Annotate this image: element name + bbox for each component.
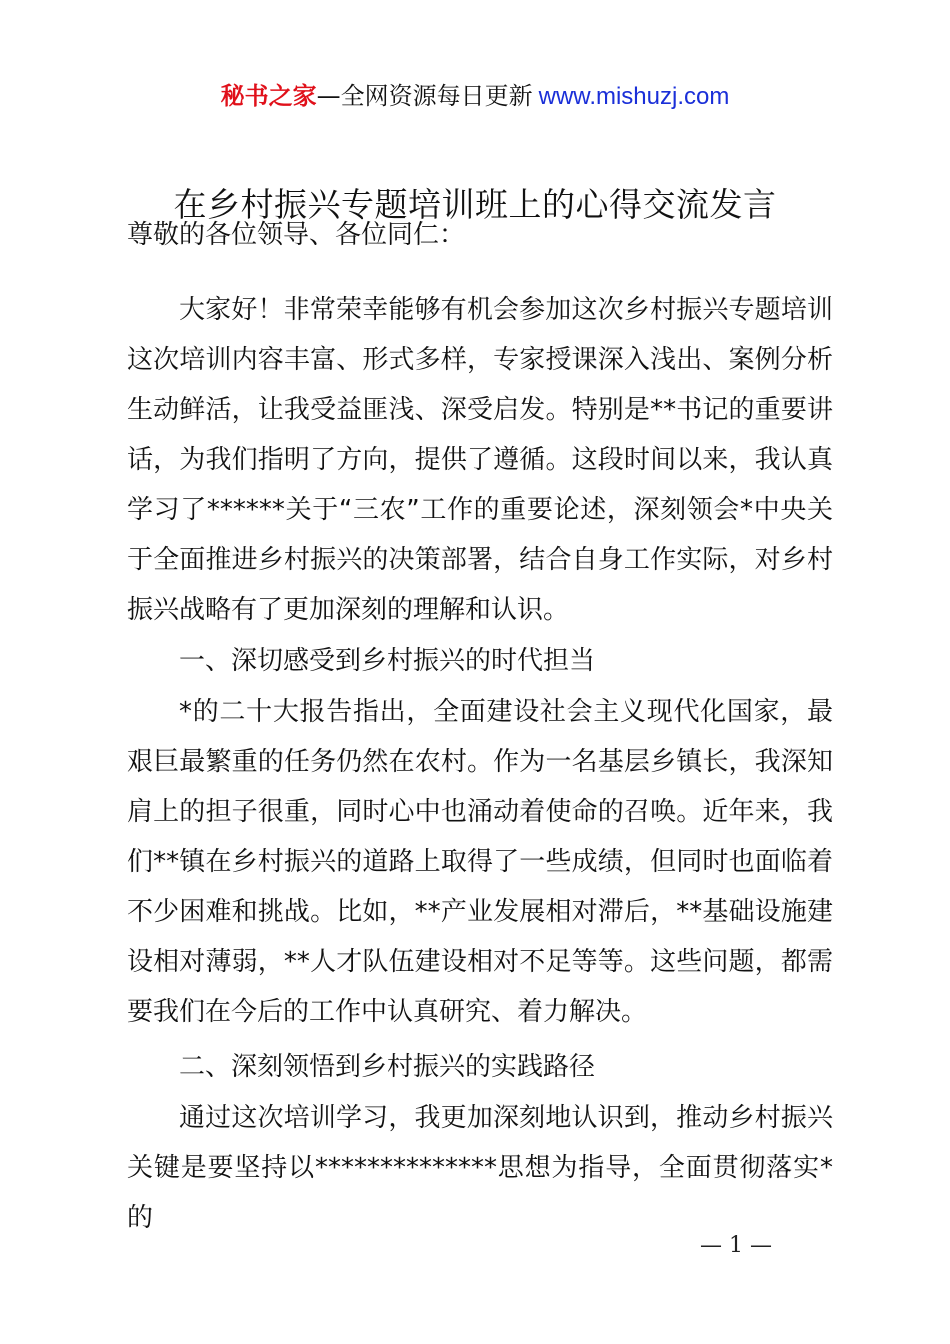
section-heading-1: 一、深切感受到乡村振兴的时代担当 [179,646,596,676]
site-name: 秘书之家 [220,82,317,110]
document-body [127,285,833,1243]
site-slogan: —全网资源每日更新 [316,82,533,110]
section-1-paragraph: *的二十大报告指出，全面建设社会主义现代化国家，最艰巨最繁重的任务仍然在农村。作为一名基层乡镇长，我深知肩上的担子很重，同时心中也涌动着使命的召唤。近年来，我们**镇在乡村振兴的道路上取得了一些成绩，但同时也面临着不少困难和挑战。比如，**产业发展相对滞后，**基础设施建设相对薄弱，**人才队伍建设相对不足等等。这些问题，都需要我们在今后的工作中认真研究、着力解决。 [127,697,833,1027]
site-header [0,80,950,113]
section-heading-2: 二、深刻领悟到乡村振兴的实践路径 [179,1052,596,1082]
site-url-link[interactable]: www.mishuzj.com [538,83,730,110]
document-title: 在乡村振兴专题培训班上的心得交流发言 [173,185,777,224]
section-2-paragraph: 通过这次培训学习，我更加深刻地认识到，推动乡村振兴关键是要坚持以**************思想为指导，全面贯彻落实*的 [127,1103,833,1233]
intro-paragraph: 大家好！非常荣幸能够有机会参加这次乡村振兴专题培训这次培训内容丰富、形式多样，专家授课深入浅出、案例分析生动鲜活，让我受益匪浅、深受启发。特别是**书记的重要讲话，为我们指明了方向，提供了遵循。这段时间以来，我认真学习了******关于“三农”工作的重要论述，深刻领会*中央关于全面推进乡村振兴的决策部署，结合自身工作实际，对乡村振兴战略有了更加深刻的理解和认识。 [127,295,833,625]
greeting-line: 尊敬的各位领导、各位同仁： [127,220,466,250]
page-number: — 1 — [700,1233,772,1258]
